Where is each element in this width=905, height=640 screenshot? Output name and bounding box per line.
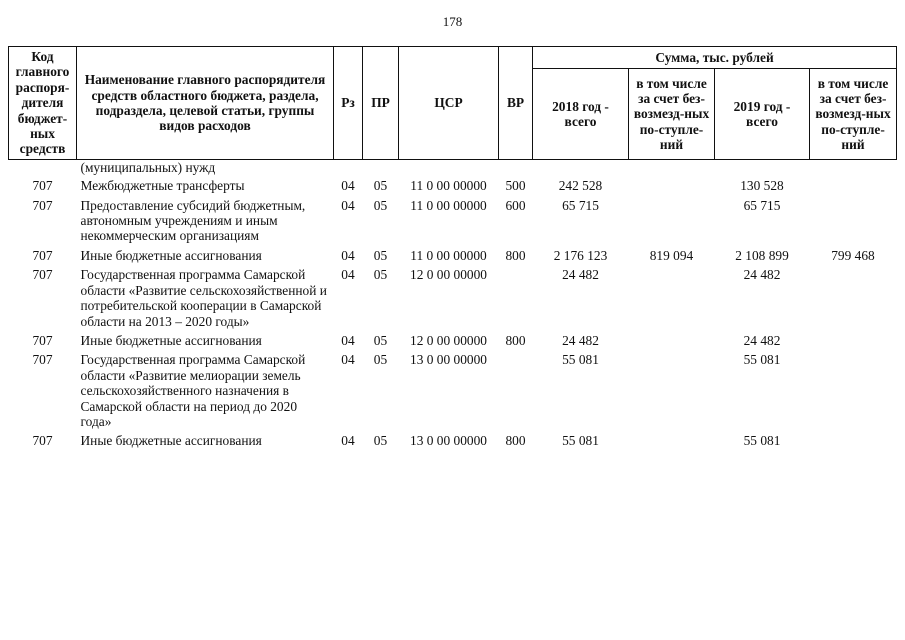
cell-pr: 05 <box>373 352 388 368</box>
cell-vr: 800 <box>505 332 526 348</box>
budget-table-container <box>8 46 896 452</box>
cell-2018-total: 24 482 <box>562 332 599 348</box>
cell-code: 707 <box>32 332 53 348</box>
cell-rz: 04 <box>341 332 355 348</box>
cell-pr: 05 <box>373 433 388 449</box>
cell-name: Межбюджетные трансферты <box>80 178 245 194</box>
cell-vr <box>499 266 533 332</box>
cell-name: Иные бюджетные ассигнования <box>80 433 262 449</box>
cell-vr <box>499 351 533 432</box>
cell-vr: 600 <box>505 197 526 213</box>
cell-2018-free <box>629 197 715 247</box>
cell-rz: 04 <box>341 267 355 283</box>
cell-pr: 05 <box>373 332 388 348</box>
header-rz: Рз <box>334 47 363 160</box>
cell-rz: 04 <box>341 178 355 194</box>
cell-2019-free <box>810 351 897 432</box>
cell-2018-free <box>629 351 715 432</box>
cell-name: Государственная программа Самарской области «Развитие сельскохозяйственной и потребительской кооперации в Самарской области на 2013 – 2020 годы» <box>80 267 327 329</box>
cell-vr: 500 <box>505 178 526 194</box>
table-row <box>9 266 897 332</box>
cell-2019-total: 55 081 <box>743 433 781 449</box>
table-row <box>9 177 897 196</box>
continuation-row <box>9 159 897 177</box>
table-row <box>9 247 897 266</box>
cell-2019-free <box>810 177 897 196</box>
header-name: Наименование главного распорядителя средств областного бюджета, раздела, подраздела, целевой статьи, группы видов расходов <box>77 47 334 160</box>
cell-rz: 04 <box>341 247 355 263</box>
cell-code: 707 <box>32 267 53 283</box>
header-2018-total: 2018 год - всего <box>533 69 629 159</box>
cell-pr: 05 <box>373 197 388 213</box>
header-2019-total: 2019 год - всего <box>715 69 810 159</box>
cell-code: 707 <box>32 352 53 368</box>
cell-rz: 04 <box>341 433 355 449</box>
cell-pr: 05 <box>373 267 388 283</box>
cell-csr: 12 0 00 00000 <box>410 267 487 283</box>
header-2019-free: в том числе за счет без-возмезд-ных по-ступле-ний <box>810 69 897 159</box>
cell-name: Иные бюджетные ассигнования <box>80 247 262 263</box>
cell-code: 707 <box>32 247 53 263</box>
cell-rz: 04 <box>341 197 355 213</box>
table-header <box>9 47 897 160</box>
cell-2019-free <box>810 266 897 332</box>
table-row <box>9 351 897 432</box>
header-csr: ЦСР <box>399 47 499 160</box>
cell-2018-free <box>629 332 715 351</box>
table-row <box>9 432 897 451</box>
cell-csr: 13 0 00 00000 <box>410 352 487 368</box>
cell-2019-free <box>810 332 897 351</box>
cell-2018-free <box>629 266 715 332</box>
cell-2019-total: 24 482 <box>743 267 781 283</box>
header-code: Код главного распоря-дителя бюджет-ных средств <box>9 47 77 160</box>
cell-pr: 05 <box>373 178 388 194</box>
cell-rz: 04 <box>341 352 355 368</box>
cell-code: 707 <box>32 178 53 194</box>
table-row <box>9 197 897 247</box>
header-sum-group: Сумма, тыс. рублей <box>533 47 897 69</box>
table-body <box>9 159 897 451</box>
cell-2018-free <box>629 432 715 451</box>
cell-2019-total: 55 081 <box>743 352 781 368</box>
cell-2018-total: 2 176 123 <box>553 247 608 263</box>
cell-2019-total: 130 528 <box>740 178 784 194</box>
cell-name: Государственная программа Самарской области «Развитие мелиорации земель сельскохозяйственного назначения в Самарской области на период до 2020 года» <box>80 352 306 429</box>
cell-2018-free: 819 094 <box>649 247 694 263</box>
cell-2019-free: 799 468 <box>831 247 875 263</box>
cell-2018-total: 24 482 <box>562 267 599 283</box>
cell-csr: 13 0 00 00000 <box>410 433 487 449</box>
header-row-main <box>9 47 897 69</box>
continuation-text: (муниципальных) нужд <box>80 159 216 175</box>
cell-vr: 800 <box>505 433 526 449</box>
cell-csr: 11 0 00 00000 <box>410 247 487 263</box>
cell-code: 707 <box>32 197 53 213</box>
cell-2018-total: 55 081 <box>562 352 599 368</box>
cell-2019-total: 65 715 <box>743 197 781 213</box>
header-pr: ПР <box>363 47 399 160</box>
cell-2019-total: 2 108 899 <box>735 247 789 263</box>
cell-2018-total: 242 528 <box>558 178 603 194</box>
header-vr: ВР <box>499 47 533 160</box>
cell-csr: 12 0 00 00000 <box>410 332 487 348</box>
budget-table <box>8 46 897 452</box>
cell-2018-free <box>629 177 715 196</box>
page-number: 178 <box>442 14 463 29</box>
cell-2018-total: 65 715 <box>562 197 599 213</box>
table-row <box>9 332 897 351</box>
cell-2019-free <box>810 432 897 451</box>
cell-csr: 11 0 00 00000 <box>410 197 487 213</box>
cell-2019-free <box>810 197 897 247</box>
cell-2019-total: 24 482 <box>743 332 781 348</box>
cell-csr: 11 0 00 00000 <box>410 178 487 194</box>
cell-code: 707 <box>32 433 53 449</box>
cell-name: Предоставление субсидий бюджетным, автономным учреждениям и иным некоммерческим организациям <box>80 197 306 244</box>
cell-vr: 800 <box>505 247 526 263</box>
cell-name: Иные бюджетные ассигнования <box>80 332 262 348</box>
header-2018-free: в том числе за счет без-возмезд-ных по-ступле-ний <box>629 69 715 159</box>
cell-2018-total: 55 081 <box>562 433 599 449</box>
cell-pr: 05 <box>373 247 388 263</box>
